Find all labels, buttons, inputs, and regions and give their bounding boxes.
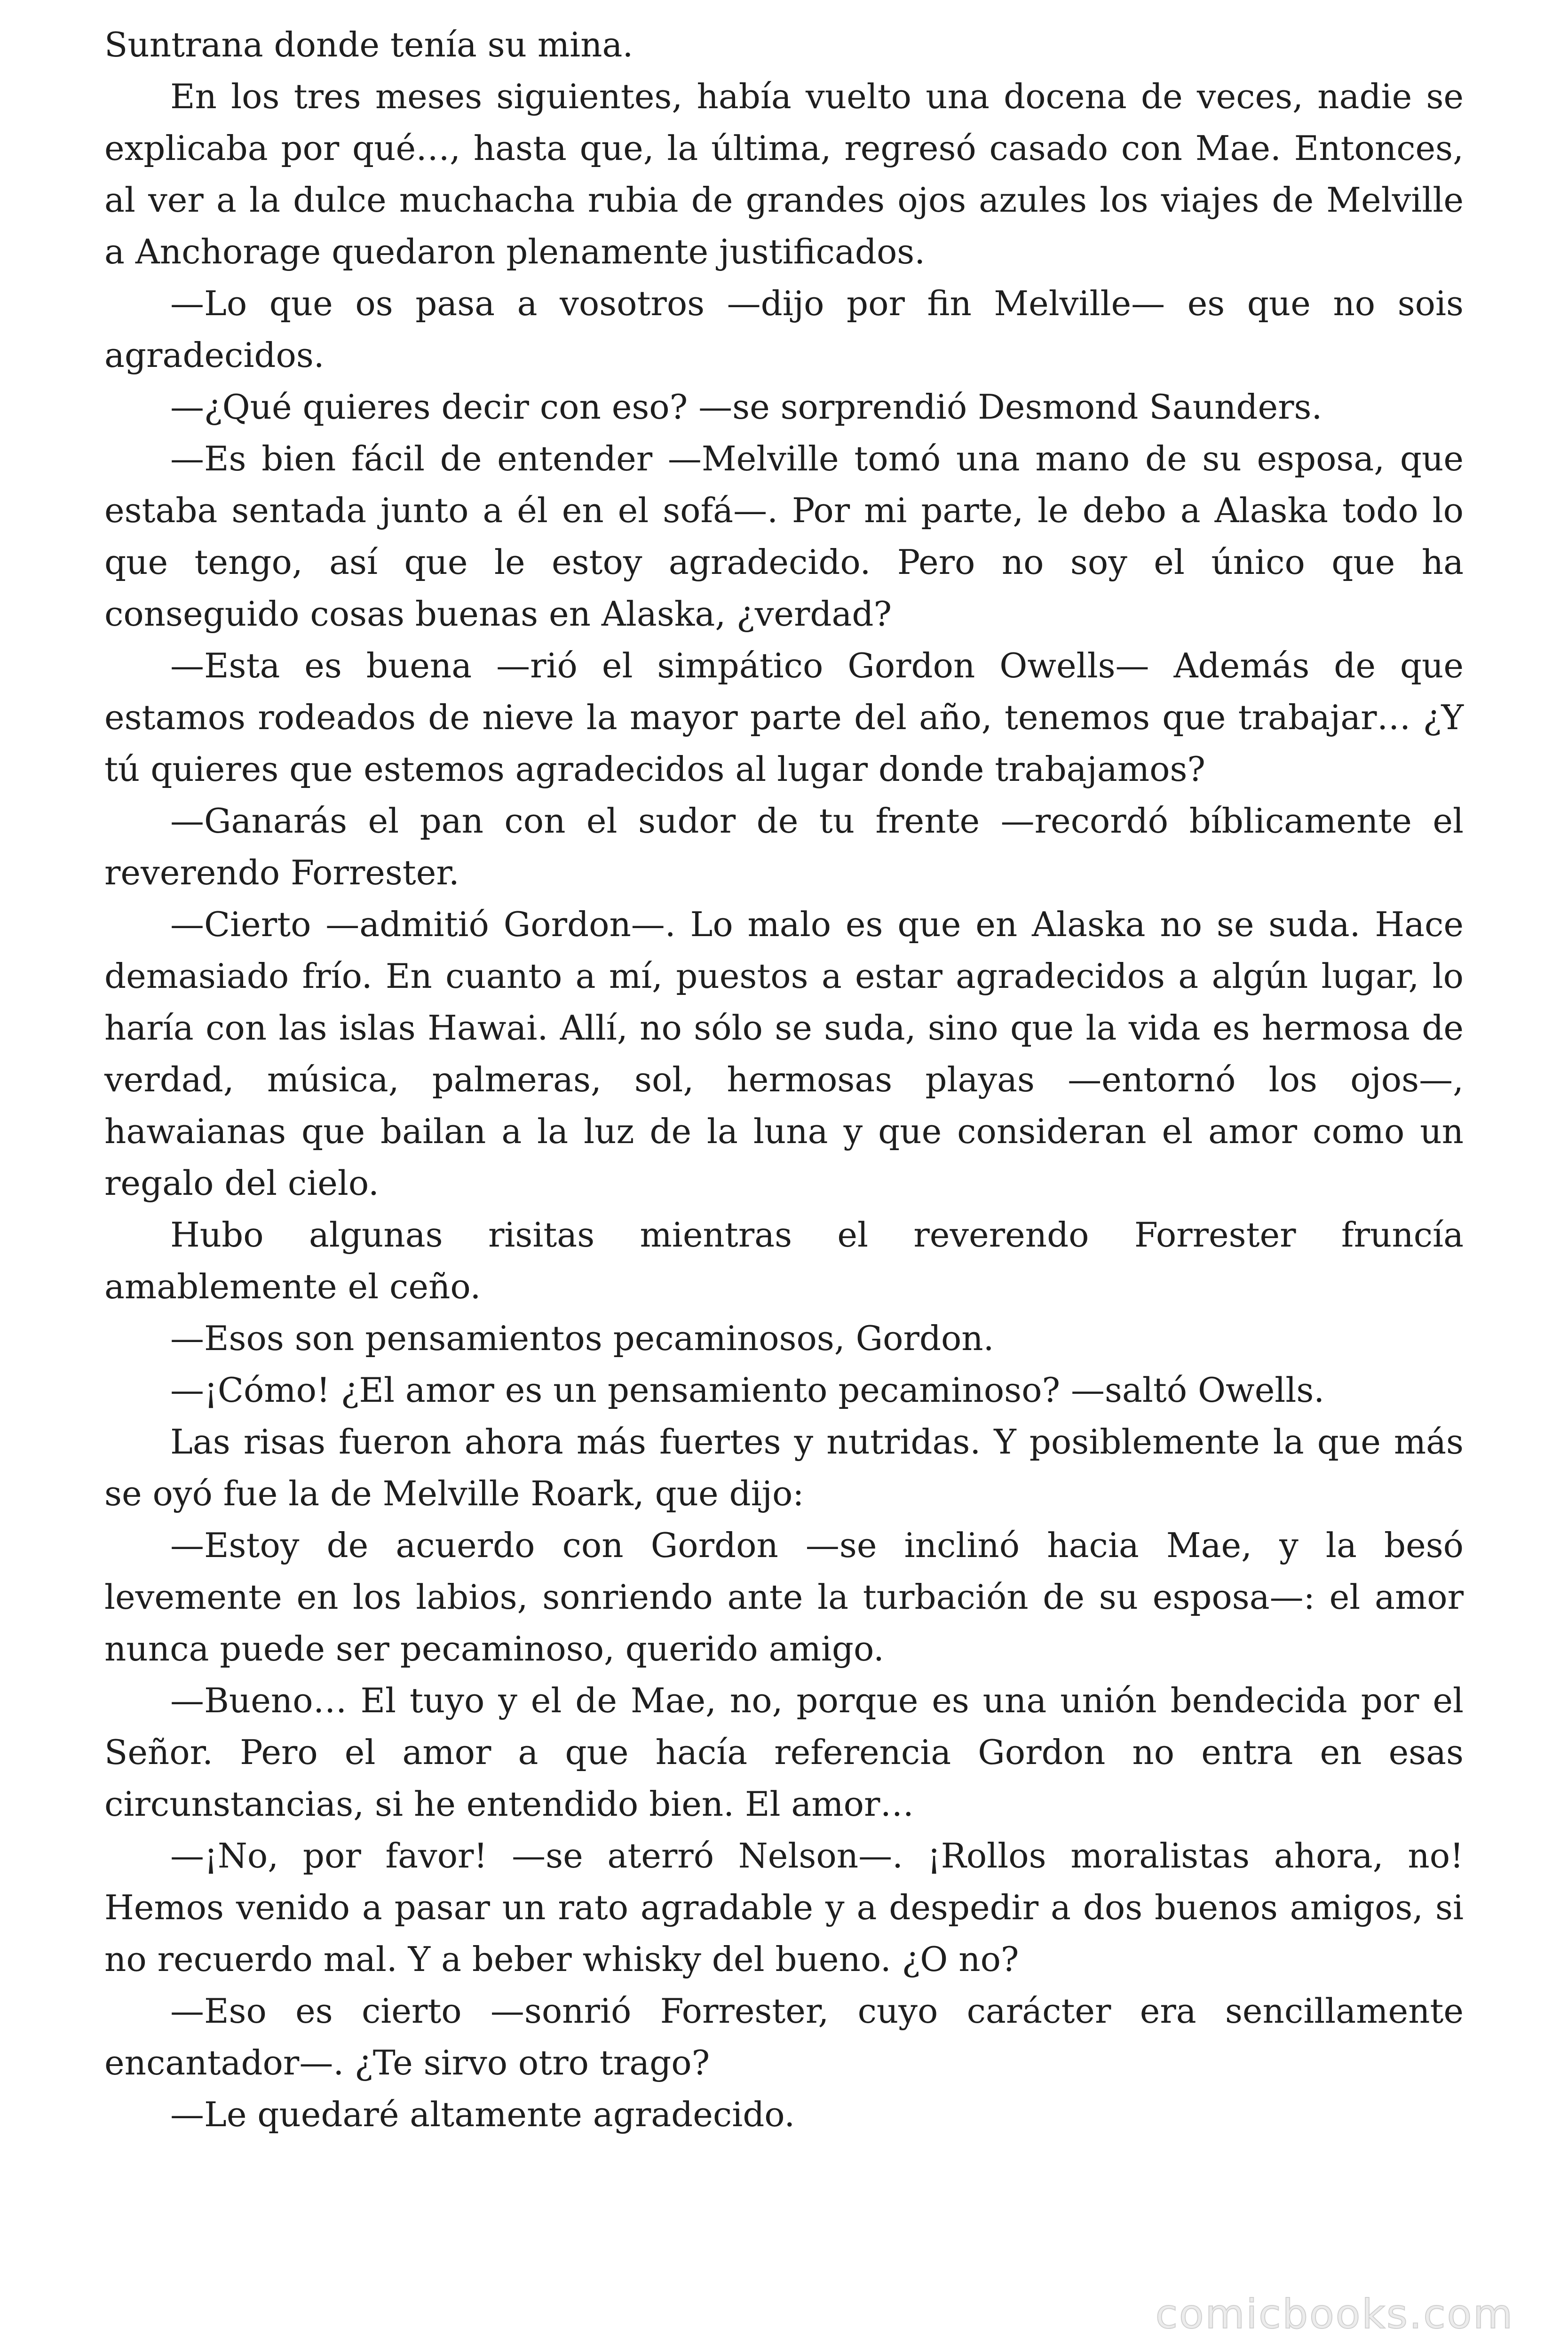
paragraph: —Ganarás el pan con el sudor de tu frente —recordó bíblicamente el reverendo Forrester. bbox=[104, 801, 1464, 892]
page-text bbox=[104, 19, 1464, 2140]
paragraph: —Bueno… El tuyo y el de Mae, no, porque es una unión bendecida por el Señor. Pero el amor a que hacía referencia Gordon no entra en esas circunstancias, si he entendido bien. El amor… bbox=[104, 1681, 1464, 1824]
paragraph: —Cierto —admitió Gordon—. Lo malo es que en Alaska no se suda. Hace demasiado frío. En cuanto a mí, puestos a estar agradecidos a algún lugar, lo haría con las islas Hawai. Allí, no sólo se suda, sino que la vida es hermosa de verdad, música, palmeras, sol, hermosas playas —entornó los ojos—, hawaianas que bailan a la luz de la luna y que consideran el amor como un regalo del cielo. bbox=[104, 905, 1464, 1203]
paragraph: Suntrana donde tenía su mina. bbox=[104, 25, 634, 64]
paragraph: —Esos son pensamientos pecaminosos, Gordon. bbox=[170, 1319, 994, 1358]
paragraph: —Es bien fácil de entender —Melville tomó una mano de su esposa, que estaba sentada junto a él en el sofá—. Por mi parte, le debo a Alaska todo lo que tengo, así que le estoy agradecido. Pero no soy el único que ha conseguido cosas buenas en Alaska, ¿verdad? bbox=[104, 439, 1464, 634]
paragraph: —Lo que os pasa a vosotros —dijo por fin Melville— es que no sois agradecidos. bbox=[104, 284, 1464, 375]
paragraph: —Estoy de acuerdo con Gordon —se inclinó hacia Mae, y la besó levemente en los labios, sonriendo ante la turbación de su esposa—: el amor nunca puede ser pecaminoso, querido amigo. bbox=[104, 1526, 1464, 1669]
paragraph: En los tres meses siguientes, había vuelto una docena de veces, nadie se explicaba por qué…, hasta que, la última, regresó casado con Mae. Entonces, al ver a la dulce muchacha rubia de grandes ojos azules los viajes de Melville a Anchorage quedaron plenamente justificados. bbox=[104, 77, 1464, 271]
paragraph: —¡Cómo! ¿El amor es un pensamiento pecaminoso? —saltó Owells. bbox=[170, 1370, 1325, 1410]
paragraph: —Esta es buena —rió el simpático Gordon Owells— Además de que estamos rodeados de nieve la mayor parte del año, tenemos que trabajar… ¿Y tú quieres que estemos agradecidos al lugar donde trabajamos? bbox=[104, 646, 1464, 789]
paragraph: Las risas fueron ahora más fuertes y nutridas. Y posiblemente la que más se oyó fue la de Melville Roark, que dijo: bbox=[104, 1422, 1464, 1513]
paragraph: —¡No, por favor! —se aterró Nelson—. ¡Rollos moralistas ahora, no! Hemos venido a pasar un rato agradable y a despedir a dos buenos amigos, si no recuerdo mal. Y a beber whisky del bueno. ¿O no? bbox=[104, 1836, 1464, 1979]
paragraph: —¿Qué quieres decir con eso? —se sorprendió Desmond Saunders. bbox=[170, 387, 1323, 427]
paragraph: —Le quedaré altamente agradecido. bbox=[170, 2095, 795, 2134]
paragraph: Hubo algunas risitas mientras el reverendo Forrester fruncía amablemente el ceño. bbox=[104, 1215, 1464, 1306]
paragraph: —Eso es cierto —sonrió Forrester, cuyo carácter era sencillamente encantador—. ¿Te sirvo otro trago? bbox=[104, 1991, 1464, 2082]
watermark: comicbooks.com bbox=[1155, 2291, 1514, 2338]
